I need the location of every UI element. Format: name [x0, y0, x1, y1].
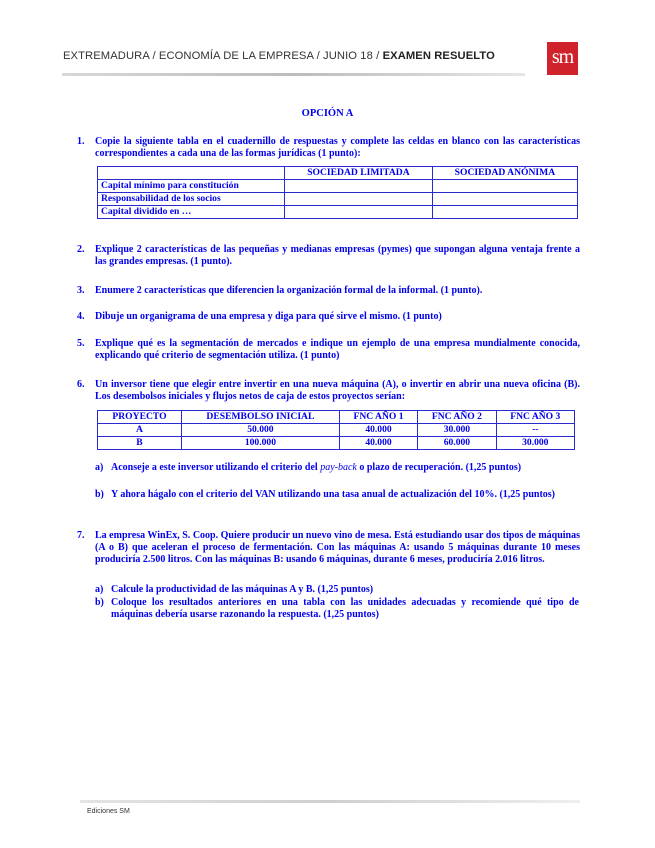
table-cell: 40.000 — [339, 437, 417, 450]
header-bold: EXAMEN RESUELTO — [382, 50, 495, 62]
table-cell — [432, 193, 577, 206]
table-row — [98, 193, 578, 206]
question-3 — [77, 285, 580, 297]
legal-forms-table — [97, 166, 578, 219]
question-text: Enumere 2 características que diferencien la organización formal de la informal. (1 punto). — [95, 285, 483, 296]
sub-letter: b) — [95, 489, 104, 500]
table-cell: 30.000 — [418, 424, 496, 437]
question-5 — [77, 338, 580, 362]
sub-text: Aconseje a este inversor utilizando el criterio del — [111, 462, 321, 473]
table-header-cell: DESEMBOLSO INICIAL — [182, 411, 340, 424]
question-number: 2. — [77, 244, 85, 255]
table-header-cell: SOCIEDAD ANÓNIMA — [432, 167, 577, 180]
table-cell: 60.000 — [418, 437, 496, 450]
question-7 — [77, 530, 580, 566]
table-row — [98, 180, 578, 193]
sub-italic: pay-back — [320, 462, 357, 473]
table-header-row — [98, 411, 575, 424]
table-cell: Capital dividido en … — [98, 206, 285, 219]
sub-text: Y ahora hágalo con el criterio del VAN utilizando una tasa anual de actualización del 10%. (1,25 puntos) — [111, 489, 556, 500]
question-2 — [77, 244, 580, 268]
sub-text: o plazo de recuperación. (1,25 puntos) — [356, 462, 522, 473]
question-text: La empresa WinEx, S. Coop. Quiere producir un nuevo vino de mesa. Está estudiando usar dos tipos de máquinas (A o B) que aceleran el proceso de fermentación. Con las máquinas A: usando 5 máquinas durante 10 meses produciría 2.500 litros. Con las máquinas B: usando 6 máquinas, durante 6 meses, produciría 2.016 litros. — [95, 530, 580, 565]
question-number: 1. — [77, 136, 85, 147]
question-7b — [95, 597, 579, 621]
investment-table — [97, 410, 575, 450]
table-cell — [285, 206, 433, 219]
sub-text: Calcule la productividad de las máquinas A y B. (1,25 puntos) — [111, 584, 374, 595]
table-cell — [98, 167, 285, 180]
table-cell — [285, 193, 433, 206]
table-cell: 100.000 — [182, 437, 340, 450]
question-1 — [77, 136, 580, 160]
sub-letter: a) — [95, 462, 104, 473]
question-6a — [95, 462, 579, 474]
question-text: Explique 2 características de las pequeñas y medianas empresas (pymes) que supongan alguna ventaja frente a las grandes empresas. (1 punto). — [95, 244, 580, 267]
table-header-cell: FNC AÑO 2 — [418, 411, 496, 424]
option-title: OPCIÓN A — [301, 108, 354, 119]
table-header-cell: PROYECTO — [98, 411, 182, 424]
sub-letter: a) — [95, 584, 104, 595]
question-6 — [77, 379, 580, 403]
sub-text: Coloque los resultados anteriores en una tabla con las unidades adecuadas y recomiende qué tipo de máquinas debería usarse razonando la respuesta. (1,25 puntos) — [111, 597, 579, 620]
question-number: 3. — [77, 285, 85, 296]
table-row — [98, 437, 575, 450]
sm-logo: sm — [547, 42, 578, 75]
footer-text: Ediciones SM — [87, 808, 130, 815]
table-cell: 30.000 — [496, 437, 574, 450]
question-text: Dibuje un organigrama de una empresa y diga para qué sirve el mismo. (1 punto) — [95, 311, 442, 322]
table-cell — [285, 180, 433, 193]
header-rule — [62, 73, 525, 76]
question-6b — [95, 489, 579, 501]
question-text: Un inversor tiene que elegir entre invertir en una nueva máquina (A), o invertir en abrir una nueva oficina (B). Los desembolsos iniciales y flujos netos de caja de estos proyectos serían: — [95, 379, 580, 402]
question-number: 6. — [77, 379, 85, 390]
table-cell: 40.000 — [339, 424, 417, 437]
table-row — [98, 206, 578, 219]
question-7a — [95, 584, 579, 596]
table-cell: A — [98, 424, 182, 437]
table-cell — [432, 180, 577, 193]
sub-letter: b) — [95, 597, 104, 608]
table-cell: 50.000 — [182, 424, 340, 437]
table-row — [98, 424, 575, 437]
question-4 — [77, 311, 580, 323]
question-number: 5. — [77, 338, 85, 349]
question-text: Copie la siguiente tabla en el cuadernillo de respuestas y complete las celdas en blanco con las características correspondientes a cada una de las formas jurídicas (1 punto): — [95, 136, 580, 159]
table-cell: Responsabilidad de los socios — [98, 193, 285, 206]
table-cell: B — [98, 437, 182, 450]
table-header-cell: FNC AÑO 1 — [339, 411, 417, 424]
page-header — [63, 50, 523, 62]
table-cell — [432, 206, 577, 219]
question-number: 7. — [77, 530, 85, 541]
table-header-cell: FNC AÑO 3 — [496, 411, 574, 424]
table-cell: -- — [496, 424, 574, 437]
footer-rule — [80, 800, 580, 803]
question-number: 4. — [77, 311, 85, 322]
table-header-row — [98, 167, 578, 180]
question-text: Explique qué es la segmentación de mercados e indique un ejemplo de una empresa mundialmente conocida, explicando qué criterio de segmentación utiliza. (1 punto) — [95, 338, 580, 361]
header-text: EXTREMADURA / ECONOMÍA DE LA EMPRESA / JUNIO 18 / — [63, 50, 383, 62]
table-cell: Capital mínimo para constitución — [98, 180, 285, 193]
table-header-cell: SOCIEDAD LIMITADA — [285, 167, 433, 180]
